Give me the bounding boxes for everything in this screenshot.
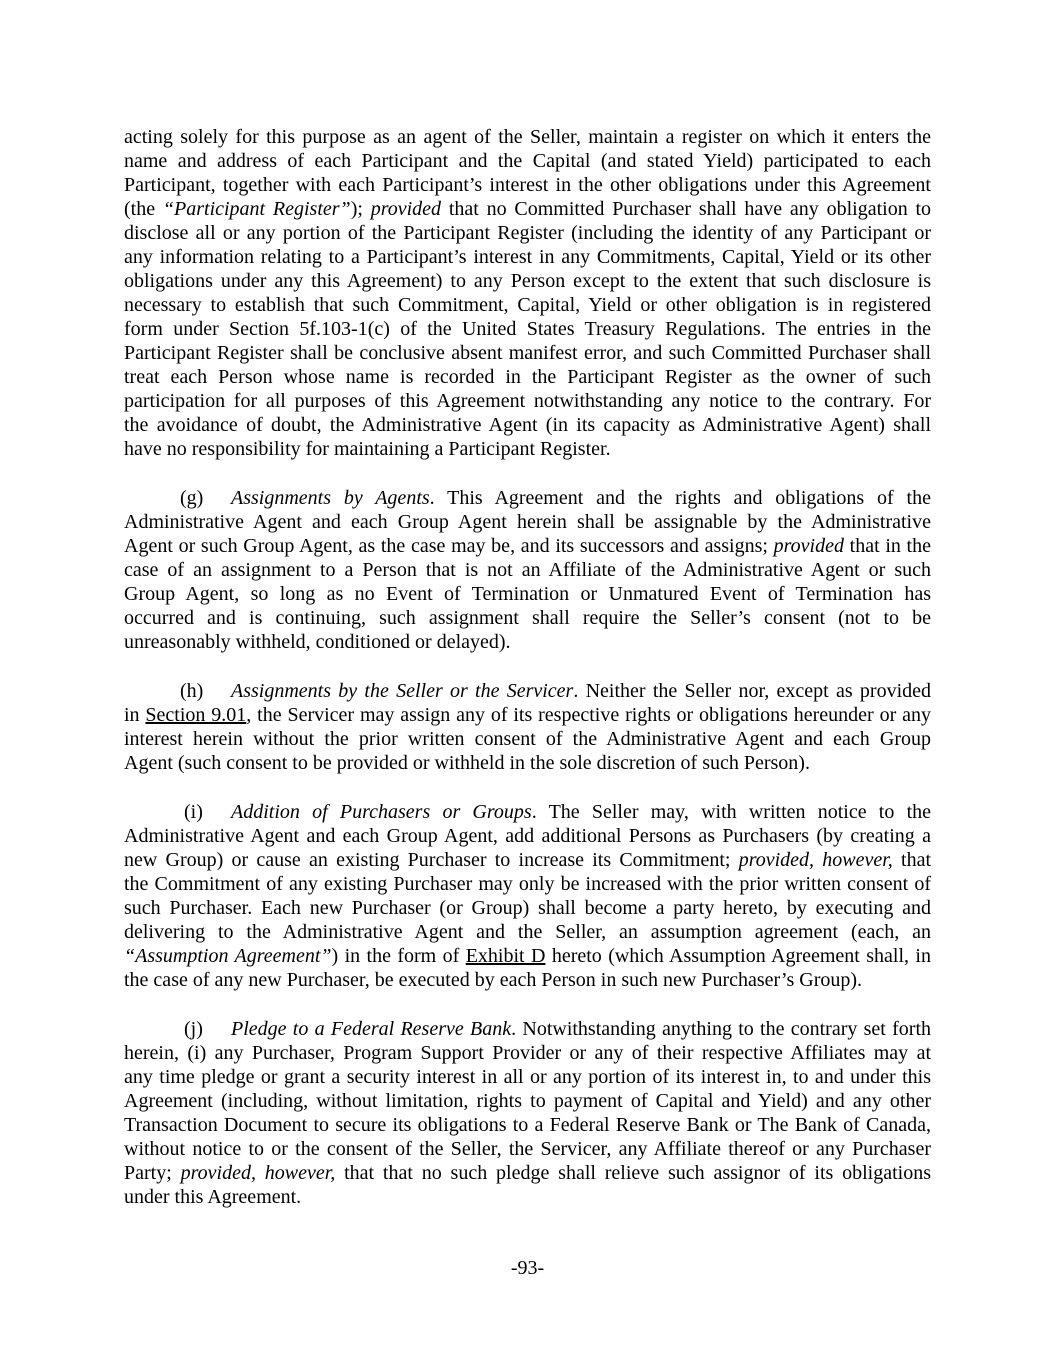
text-run: Group Agent, so long as no Event of Termination or Unmatured Event of Termination has: [124, 583, 931, 605]
text-run: case of an assignment to a Person that is not an Affiliate of the Administrative Agent or such: [124, 559, 931, 581]
text-run: treat each Person whose name is recorded in the Participant Register as the owner of such: [124, 366, 931, 388]
page-number: -93-: [510, 1257, 545, 1279]
text-run: under this Agreement.: [124, 1186, 302, 1208]
text-run: obligations under any this Agreement) to any Person except to the extent that such disclosure is: [124, 270, 931, 292]
text-line: [124, 944, 931, 968]
text-run: without notice to or the consent of the Seller, the Servicer, any Affiliate thereof or any Purchaser: [124, 1138, 931, 1160]
text-line: [124, 317, 931, 341]
text-run: that: [892, 849, 932, 871]
text-run: participation for all purposes of this Agreement notwithstanding any notice to the contrary. For: [124, 390, 931, 412]
text-run: , the Servicer may assign any of its respective rights or obligations hereunder or any: [246, 704, 931, 726]
italic-text: provided: [773, 535, 844, 557]
text-run: . This Agreement and the rights and obligations of the: [429, 487, 931, 509]
section-label: (g): [180, 487, 204, 509]
text-run: in: [124, 704, 146, 726]
text-run: Administrative Agent and each Group Agent, add additional Persons as Purchasers (by creating a: [124, 825, 931, 847]
text-line: [124, 920, 931, 944]
text-run: such Purchaser. Each new Purchaser (or Group) shall become a party hereto, by executing and: [124, 897, 931, 919]
paragraph-g: [124, 486, 931, 654]
text-run: . The Seller may, with written notice to the: [531, 801, 931, 823]
text-line: [124, 1017, 931, 1041]
text-line: [124, 824, 931, 848]
text-run: disclose all or any portion of the Participant Register (including the identity of any Participant or: [124, 222, 931, 244]
text-line: [124, 510, 931, 534]
text-line: [124, 1041, 931, 1065]
text-run: Participant Register shall be conclusive absent manifest error, and such Committed Purchaser shall: [124, 342, 931, 364]
text-line: [124, 341, 931, 365]
text-line: [124, 800, 931, 824]
paragraph-continued: [124, 125, 931, 461]
text-run: Agreement (including, without limitation, rights to payment of Capital and Yield) and any other: [124, 1090, 931, 1112]
text-run: the avoidance of doubt, the Administrative Agent (in its capacity as Administrative Agent) shall: [124, 414, 931, 436]
text-run: acting solely for this purpose as an agent of the Seller, maintain a register on which it enters the: [124, 126, 931, 148]
text-line: [124, 1185, 931, 1209]
text-line: [124, 558, 931, 582]
text-run: necessary to establish that such Commitment, Capital, Yield or other obligation is in registered: [124, 294, 931, 316]
italic-text: provided: [370, 198, 442, 220]
text-line: [124, 1113, 931, 1137]
italic-text: Assignments by the Seller or the Servicer: [231, 680, 574, 702]
text-line: [124, 703, 931, 727]
text-run: Agent (such consent to be provided or withheld in the sole discretion of such Person).: [124, 752, 810, 774]
text-line: [124, 534, 931, 558]
text-run: ) in the form of: [331, 945, 466, 967]
section-label: (h): [180, 680, 204, 702]
text-run: Agent or such Group Agent, as the case may be, and its successors and assigns;: [124, 535, 774, 557]
text-run: the Commitment of any existing Purchaser may only be increased with the prior written consent of: [124, 873, 931, 895]
text-run: that that no such pledge shall relieve such assignor of its obligations: [335, 1162, 931, 1184]
text-run: new Group) or cause an existing Purchaser to increase its Commitment;: [124, 849, 739, 871]
text-run: (the: [124, 198, 163, 220]
text-line: [124, 1137, 931, 1161]
text-line: [124, 630, 931, 654]
text-line: [124, 365, 931, 389]
text-line: [124, 968, 931, 992]
italic-text: “Assumption Agreement”: [124, 945, 332, 967]
text-line: [124, 413, 931, 437]
text-run: Party;: [124, 1162, 181, 1184]
section-label: (i): [184, 801, 203, 823]
text-run: name and address of each Participant and the Capital (and stated Yield) participated to each: [124, 150, 931, 172]
text-line: [124, 197, 931, 221]
text-line: [124, 582, 931, 606]
text-run: );: [350, 198, 371, 220]
text-run: hereto (which Assumption Agreement shall, in: [545, 945, 931, 967]
section-label: (j): [184, 1018, 203, 1040]
italic-text: Pledge to a Federal Reserve Bank: [231, 1018, 512, 1040]
text-line: [124, 437, 931, 461]
text-line: [124, 486, 931, 510]
italic-text: Addition of Purchasers or Groups: [231, 801, 532, 823]
text-run: any time pledge or grant a security interest in all or any portion of its interest in, to and under this: [124, 1066, 931, 1088]
text-line: [124, 727, 931, 751]
text-line: [124, 245, 931, 269]
text-run: Participant, together with each Participant’s interest in the other obligations under this Agreement: [124, 174, 931, 196]
text-run: have no responsibility for maintaining a Participant Register.: [124, 438, 611, 460]
text-line: [124, 872, 931, 896]
text-line: [124, 173, 931, 197]
document-body: [124, 125, 931, 1234]
paragraph-h: [124, 679, 931, 775]
text-line: [124, 1089, 931, 1113]
italic-text: “Participant Register”: [162, 198, 351, 220]
text-run: . Notwithstanding anything to the contrary set forth: [511, 1018, 931, 1040]
text-run: the case of any new Purchaser, be executed by each Person in such new Purchaser’s Group).: [124, 969, 863, 991]
text-line: [124, 896, 931, 920]
text-run: that no Committed Purchaser shall have any obligation to: [441, 198, 932, 220]
text-line: [124, 149, 931, 173]
text-run: delivering to the Administrative Agent and the Seller, an assumption agreement (each, an: [124, 921, 931, 943]
underlined-reference: Exhibit D: [465, 945, 546, 967]
underlined-reference: Section 9.01: [145, 704, 247, 726]
italic-text: provided, however,: [180, 1162, 336, 1184]
text-line: [124, 1161, 931, 1185]
italic-text: provided, however,: [738, 849, 893, 871]
text-line: [124, 606, 931, 630]
text-line: [124, 848, 931, 872]
text-run: that in the: [843, 535, 931, 557]
text-run: unreasonably withheld, conditioned or delayed).: [124, 631, 511, 653]
text-line: [124, 221, 931, 245]
text-line: [124, 293, 931, 317]
paragraph-j: [124, 1017, 931, 1209]
text-line: [124, 1065, 931, 1089]
text-run: Administrative Agent and each Group Agent herein shall be assignable by the Administrative: [124, 511, 931, 533]
paragraph-i: [124, 800, 931, 992]
text-line: [124, 679, 931, 703]
text-run: . Neither the Seller nor, except as provided: [573, 680, 932, 702]
text-line: [124, 751, 931, 775]
text-line: [124, 125, 931, 149]
text-line: [124, 269, 931, 293]
text-run: occurred and is continuing, such assignment shall require the Seller’s consent (not to be: [124, 607, 931, 629]
text-run: herein, (i) any Purchaser, Program Support Provider or any of their respective Affiliates may at: [124, 1042, 931, 1064]
italic-text: Assignments by Agents: [231, 487, 430, 509]
text-run: Transaction Document to secure its obligations to a Federal Reserve Bank or The Bank of Canada,: [124, 1114, 931, 1136]
text-line: [124, 389, 931, 413]
text-run: form under Section 5f.103-1(c) of the United States Treasury Regulations. The entries in the: [124, 318, 931, 340]
text-run: any information relating to a Participant’s interest in any Commitments, Capital, Yield or its other: [124, 246, 931, 268]
text-run: interest herein without the prior written consent of the Administrative Agent and each Group: [124, 728, 931, 750]
